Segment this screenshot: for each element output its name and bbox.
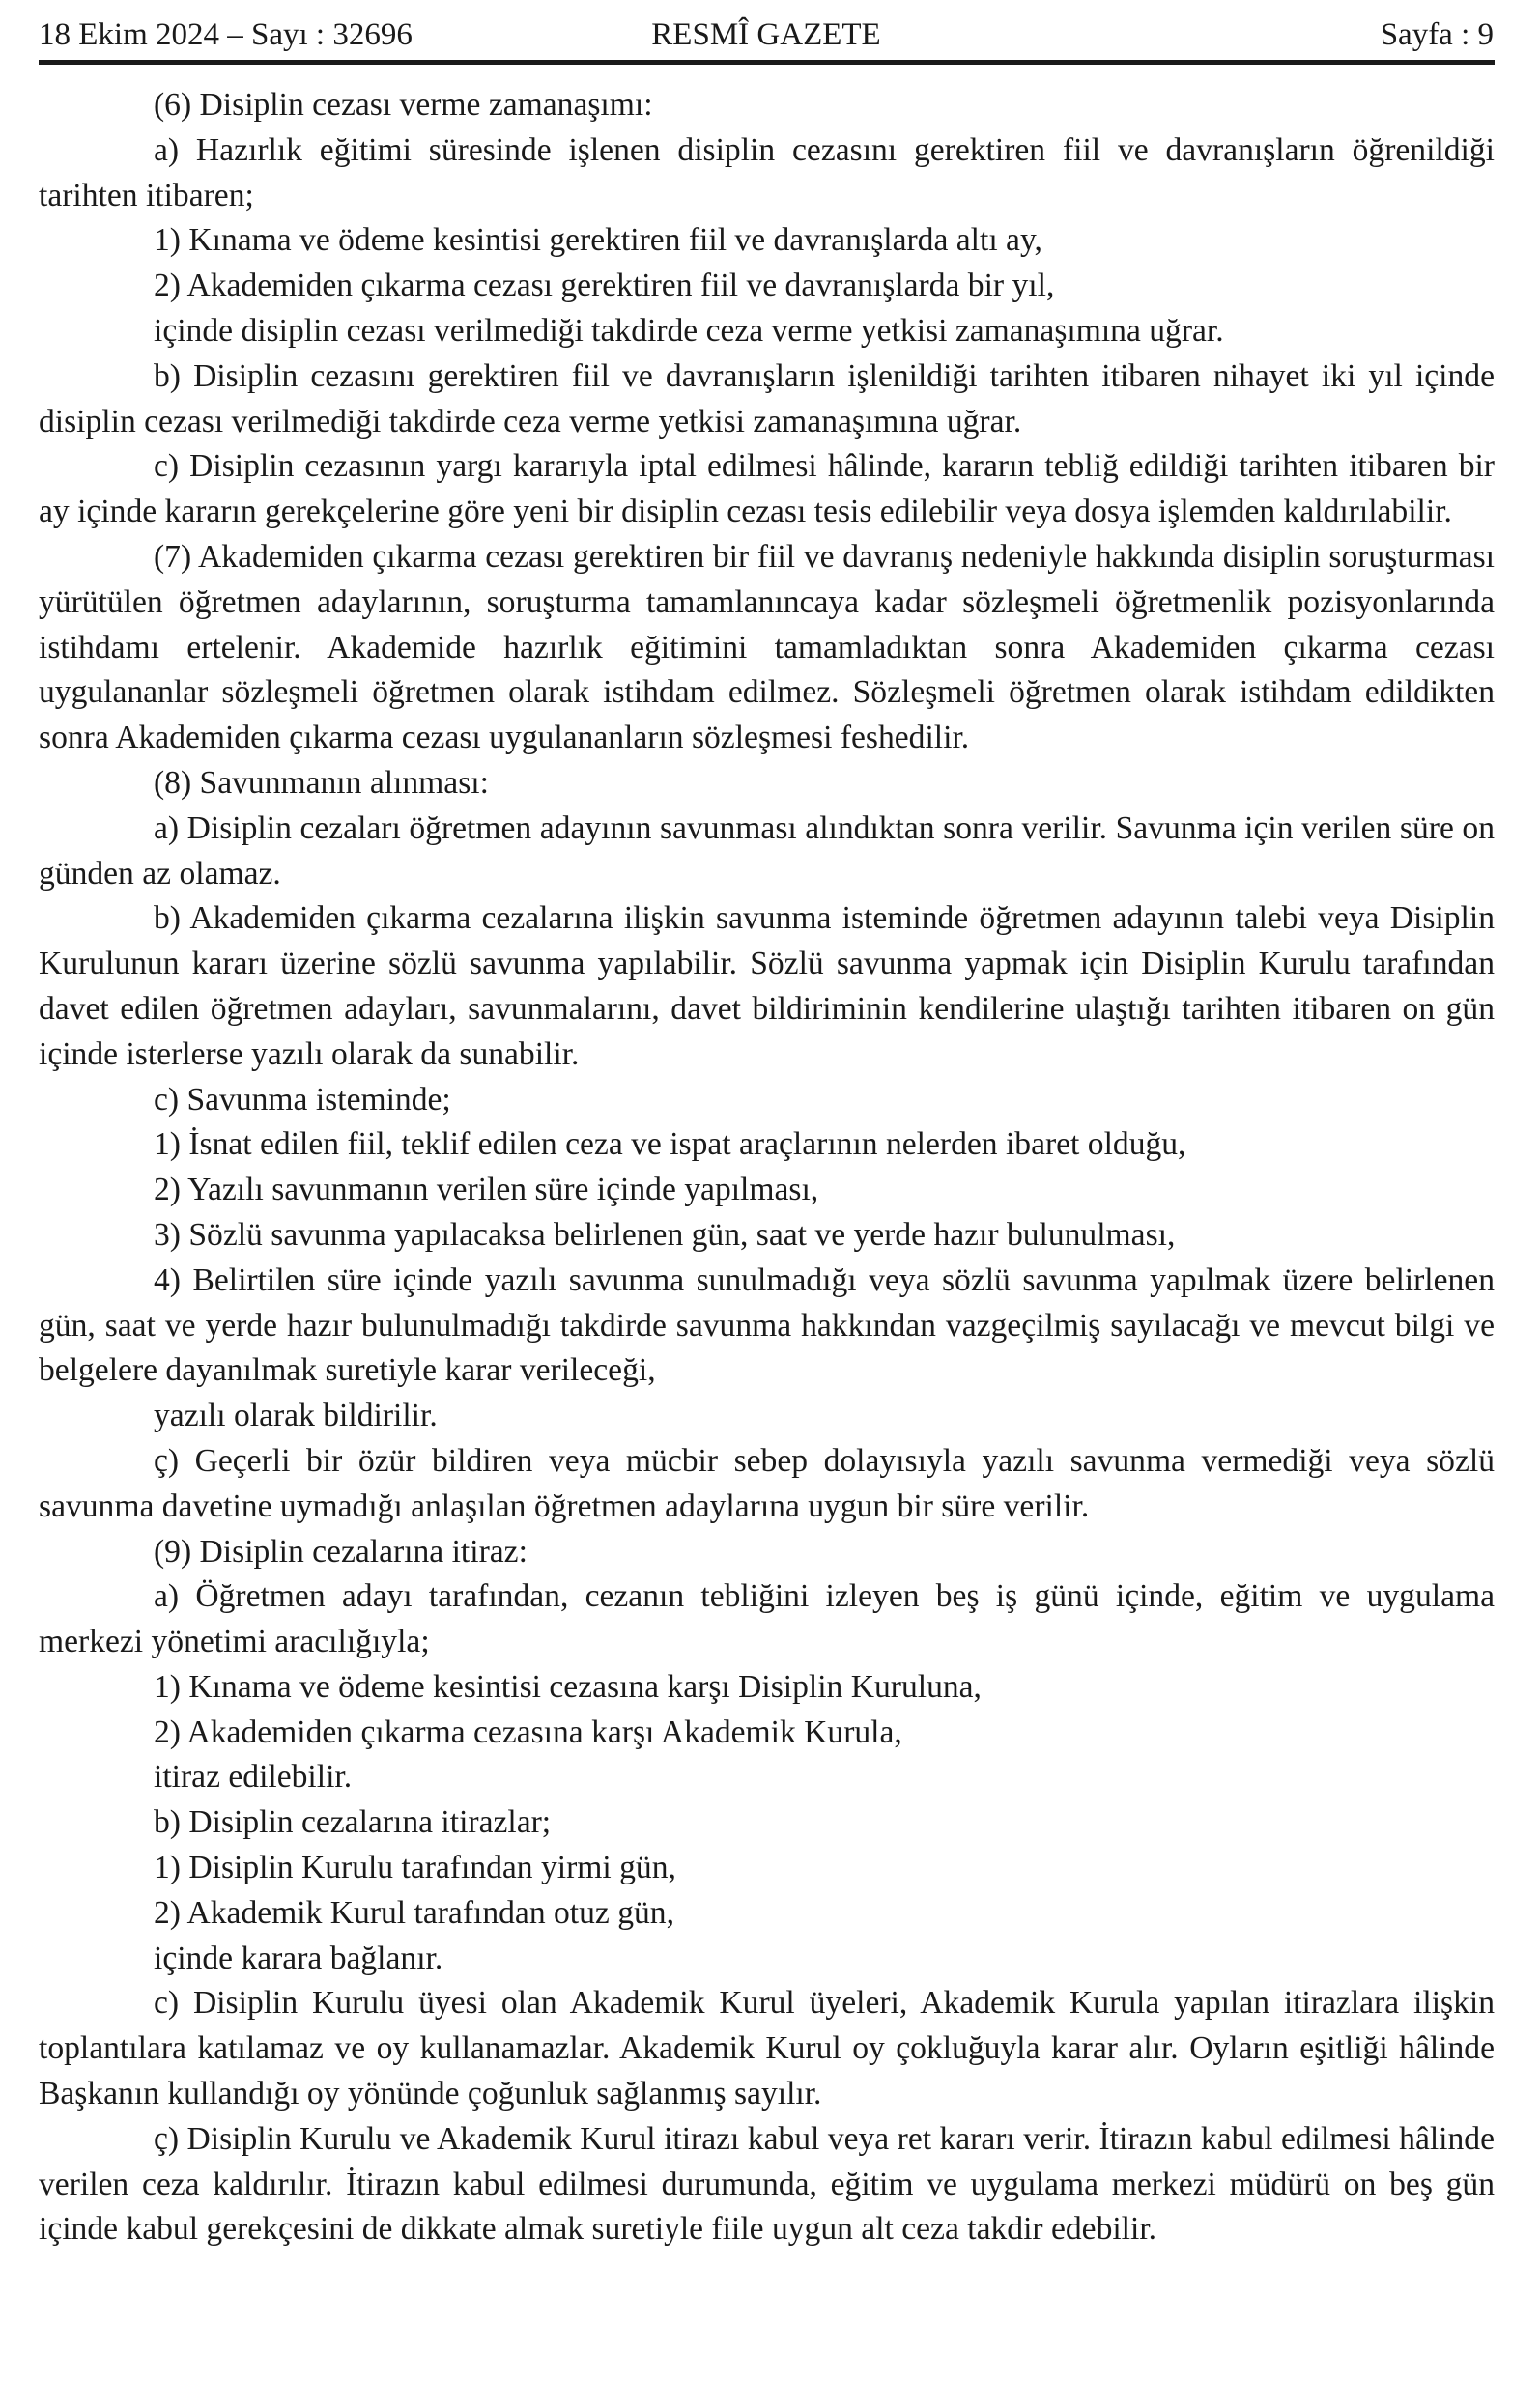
paragraph: (8) Savunmanın alınması:	[154, 764, 489, 801]
paragraph: 1) Kınama ve ödeme kesintisi cezasına karşı Disiplin Kuruluna,	[154, 1668, 982, 1705]
paragraph: itiraz edilebilir.	[154, 1759, 353, 1796]
paragraph: c) Disiplin cezasının yargı kararıyla iptal edilmesi hâlinde, kararın tebliğ edildiği tarihten itibaren bir ay içinde kararın gerekçelerine göre yeni bir disiplin cezası tesis edilebilir veya dosya işlemden kaldırılabilir.	[39, 448, 1495, 530]
paragraph: ç) Geçerli bir özür bildiren veya mücbir sebep dolayısıyla yazılı savunma vermediği veya sözlü savunma davetine uymadığı anlaşılan öğretmen adaylarına uygun bir süre verilir.	[39, 1442, 1495, 1524]
header-rule	[39, 60, 1495, 65]
paragraph: (6) Disiplin cezası verme zamanaşımı:	[154, 87, 653, 123]
paragraph: c) Savunma isteminde;	[154, 1081, 451, 1118]
paragraph: 2) Yazılı savunmanın verilen süre içinde yapılması,	[154, 1172, 819, 1208]
paragraph: 4) Belirtilen süre içinde yazılı savunma sunulmadığı veya sözlü savunma yapılmak üzere belirlenen gün, saat ve yerde hazır bulunulmadığı takdirde savunma hakkından vazgeçilmiş sayılacağı ve mevcut bilgi ve belgelere dayanılmak suretiyle karar verileceği,	[39, 1261, 1495, 1389]
paragraph: b) Akademiden çıkarma cezalarına ilişkin savunma isteminde öğretmen adayının talebi veya Disiplin Kurulunun kararı üzerine sözlü savunma yapılabilir. Sözlü savunma yapmak için Disiplin Kurulu tarafından davet edilen öğretmen adayları, savunmalarını, davet bildiriminin kendilerine ulaştığı tarihten itibaren on gün içinde isterlerse yazılı olarak da sunabilir.	[39, 900, 1495, 1072]
paragraph: 3) Sözlü savunma yapılacaksa belirlenen gün, saat ve yerde hazır bulunulması,	[154, 1216, 1176, 1253]
paragraph: 1) İsnat edilen fiil, teklif edilen ceza ve ispat araçlarının nelerden ibaret olduğu,	[154, 1126, 1186, 1163]
paragraph: (9) Disiplin cezalarına itiraz:	[154, 1533, 528, 1570]
paragraph: 2) Akademik Kurul tarafından otuz gün,	[154, 1894, 674, 1931]
gazette-title: RESMÎ GAZETE	[651, 17, 881, 52]
paragraph: 1) Disiplin Kurulu tarafından yirmi gün,	[154, 1850, 676, 1886]
issue-date-number: 18 Ekim 2024 – Sayı : 32696	[39, 17, 413, 52]
paragraph: b) Disiplin cezalarına itirazlar;	[154, 1804, 552, 1841]
paragraph: içinde disiplin cezası verilmediği takdirde ceza verme yetkisi zamanaşımına uğrar.	[154, 312, 1224, 349]
paragraph: a) Öğretmen adayı tarafından, cezanın tebliğini izleyen beş iş günü içinde, eğitim ve uygulama merkezi yönetimi aracılığıyla;	[39, 1578, 1495, 1660]
paragraph: yazılı olarak bildirilir.	[154, 1398, 438, 1434]
paragraph: 2) Akademiden çıkarma cezası gerektiren fiil ve davranışlarda bir yıl,	[154, 268, 1055, 304]
paragraph: 1) Kınama ve ödeme kesintisi gerektiren fiil ve davranışlarda altı ay,	[154, 222, 1042, 259]
paragraph: (7) Akademiden çıkarma cezası gerektiren bir fiil ve davranış nedeniyle hakkında disiplin soruşturması yürütülen öğretmen adaylarının, soruşturma tamamlanıncaya kadar sözleşmeli öğretmenlik pozisyonlarında istihdamı ertelenir. Akademide hazırlık eğitimini tamamladıktan sonra Akademiden çıkarma cezası uygulananlar sözleşmeli öğretmen olarak istihdam edilmez. Sözleşmeli öğretmen olarak istihdam edildikten sonra Akademiden çıkarma cezası uygulananların sözleşmesi feshedilir.	[39, 538, 1495, 756]
paragraph: b) Disiplin cezasını gerektiren fiil ve davranışların işlenildiği tarihten itibaren nihayet iki yıl içinde disiplin cezası verilmediği takdirde ceza verme yetkisi zamanaşımına uğrar.	[39, 357, 1495, 439]
page-number: Sayfa : 9	[1380, 17, 1494, 52]
paragraph: a) Hazırlık eğitimi süresinde işlenen disiplin cezasını gerektiren fiil ve davranışların öğrenildiği tarihten itibaren;	[39, 131, 1495, 213]
paragraph: içinde karara bağlanır.	[154, 1940, 443, 1976]
paragraph: 2) Akademiden çıkarma cezasına karşı Akademik Kurula,	[154, 1714, 902, 1750]
paragraph: ç) Disiplin Kurulu ve Akademik Kurul itirazı kabul veya ret kararı verir. İtirazın kabul edilmesi hâlinde verilen ceza kaldırılır. İtirazın kabul edilmesi durumunda, eğitim ve uygulama merkezi müdürü on beş gün içinde kabul gerekçesini de dikkate almak suretiyle fiile uygun alt ceza takdir edebilir.	[39, 2120, 1495, 2248]
paragraph: c) Disiplin Kurulu üyesi olan Akademik Kurul üyeleri, Akademik Kurula yapılan itirazlara ilişkin toplantılara katılamaz ve oy kullanamazlar. Akademik Kurul oy çokluğuyla karar alır. Oyların eşitliği hâlinde Başkanın kullandığı oy yönünde çoğunluk sağlanmış sayılır.	[39, 1985, 1495, 2112]
paragraph: a) Disiplin cezaları öğretmen adayının savunması alındıktan sonra verilir. Savunma için verilen süre on günden az olamaz.	[39, 809, 1495, 892]
page-header	[39, 14, 1494, 56]
document-body	[39, 83, 1495, 2252]
